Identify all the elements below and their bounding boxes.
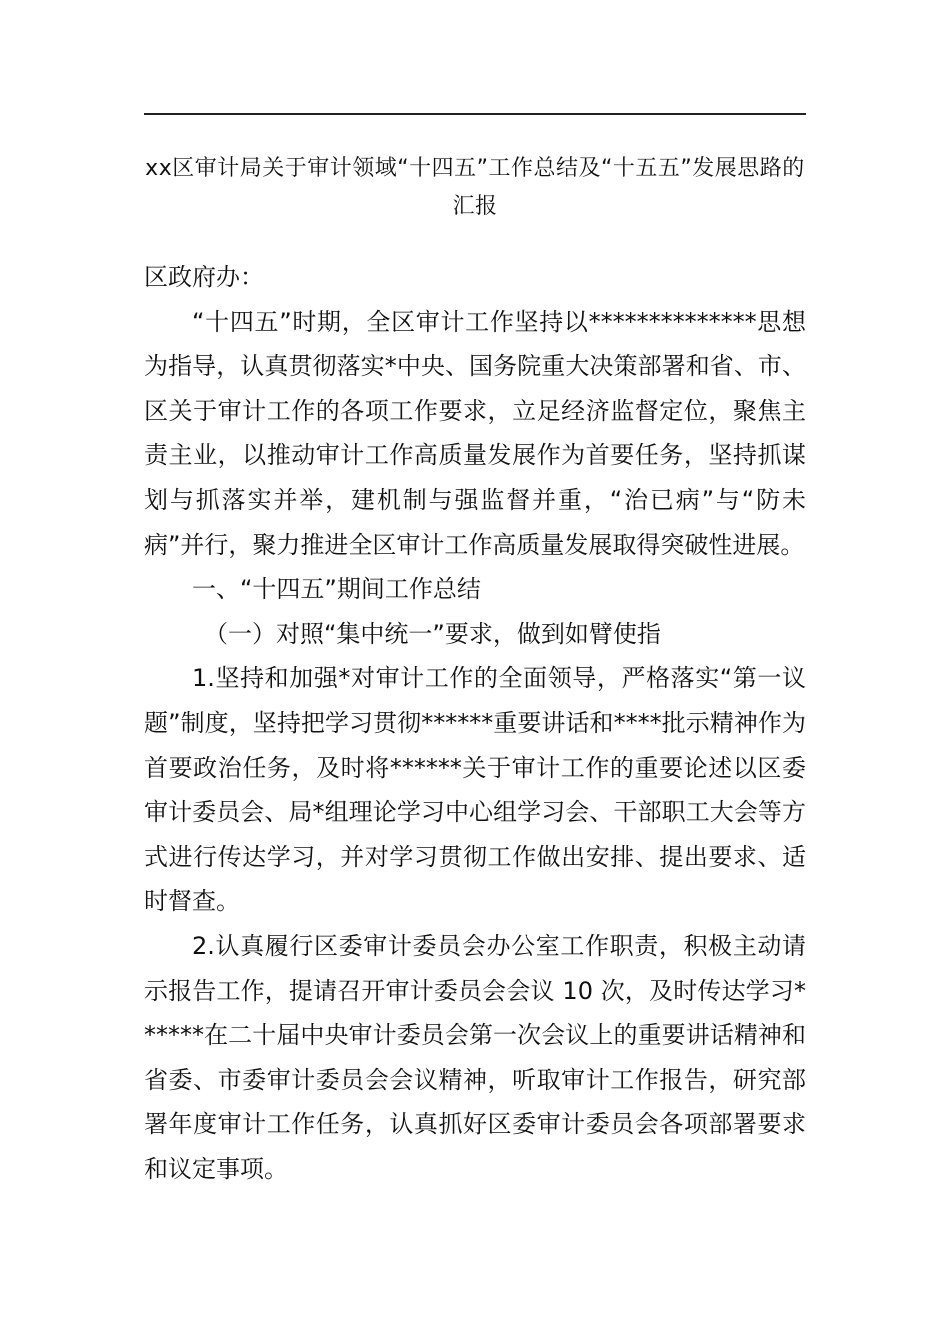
document-body — [144, 255, 806, 1191]
subsection-heading: （一）对照“集中统一”要求，做到如臂使指 — [204, 619, 661, 648]
header-divider — [144, 113, 806, 115]
item-paragraph-2: 2.认真履行区委审计委员会办公室工作职责，积极主动请示报告工作，提请召开审计委员会会议 10 次，及时传达学习******在二十届中央审计委员会第一次会议上的重要讲话精神和省委、市委审计委员会会议精神，听取审计工作报告，研究部署年度审计工作任务，认真抓好区委审计委员会各项部署要求和议定事项。 — [144, 931, 806, 1183]
item-paragraph-1: 1.坚持和加强*对审计工作的全面领导，严格落实“第一议题”制度，坚持把学习贯彻******重要讲话和****批示精神作为首要政治任务，及时将******关于审计工作的重要论述以区委审计委员会、局*组理论学习中心组学习会、干部职工大会等方式进行传达学习，并对学习贯彻工作做出安排、提出要求、适时督查。 — [144, 664, 806, 916]
salutation: 区政府办： — [144, 263, 264, 291]
section-heading: 一、“十四五”期间工作总结 — [192, 575, 481, 604]
document-title: xx区审计局关于审计领域“十四五”工作总结及“十五五”发展思路的汇报 — [145, 156, 805, 219]
intro-paragraph: “十四五”时期，全区审计工作坚持以**************思想为指导，认真贯彻落实*中央、国务院重大决策部署和省、市、区关于审计工作的各项工作要求，立足经济监督定位，聚焦主责主业，以推动审计工作高质量发展作为首要任务，坚持抓谋划与抓落实并举，建机制与强监督并重，“治已病”与“防未病”并行，聚力推进全区审计工作高质量发展取得突破性进展。 — [144, 307, 806, 559]
